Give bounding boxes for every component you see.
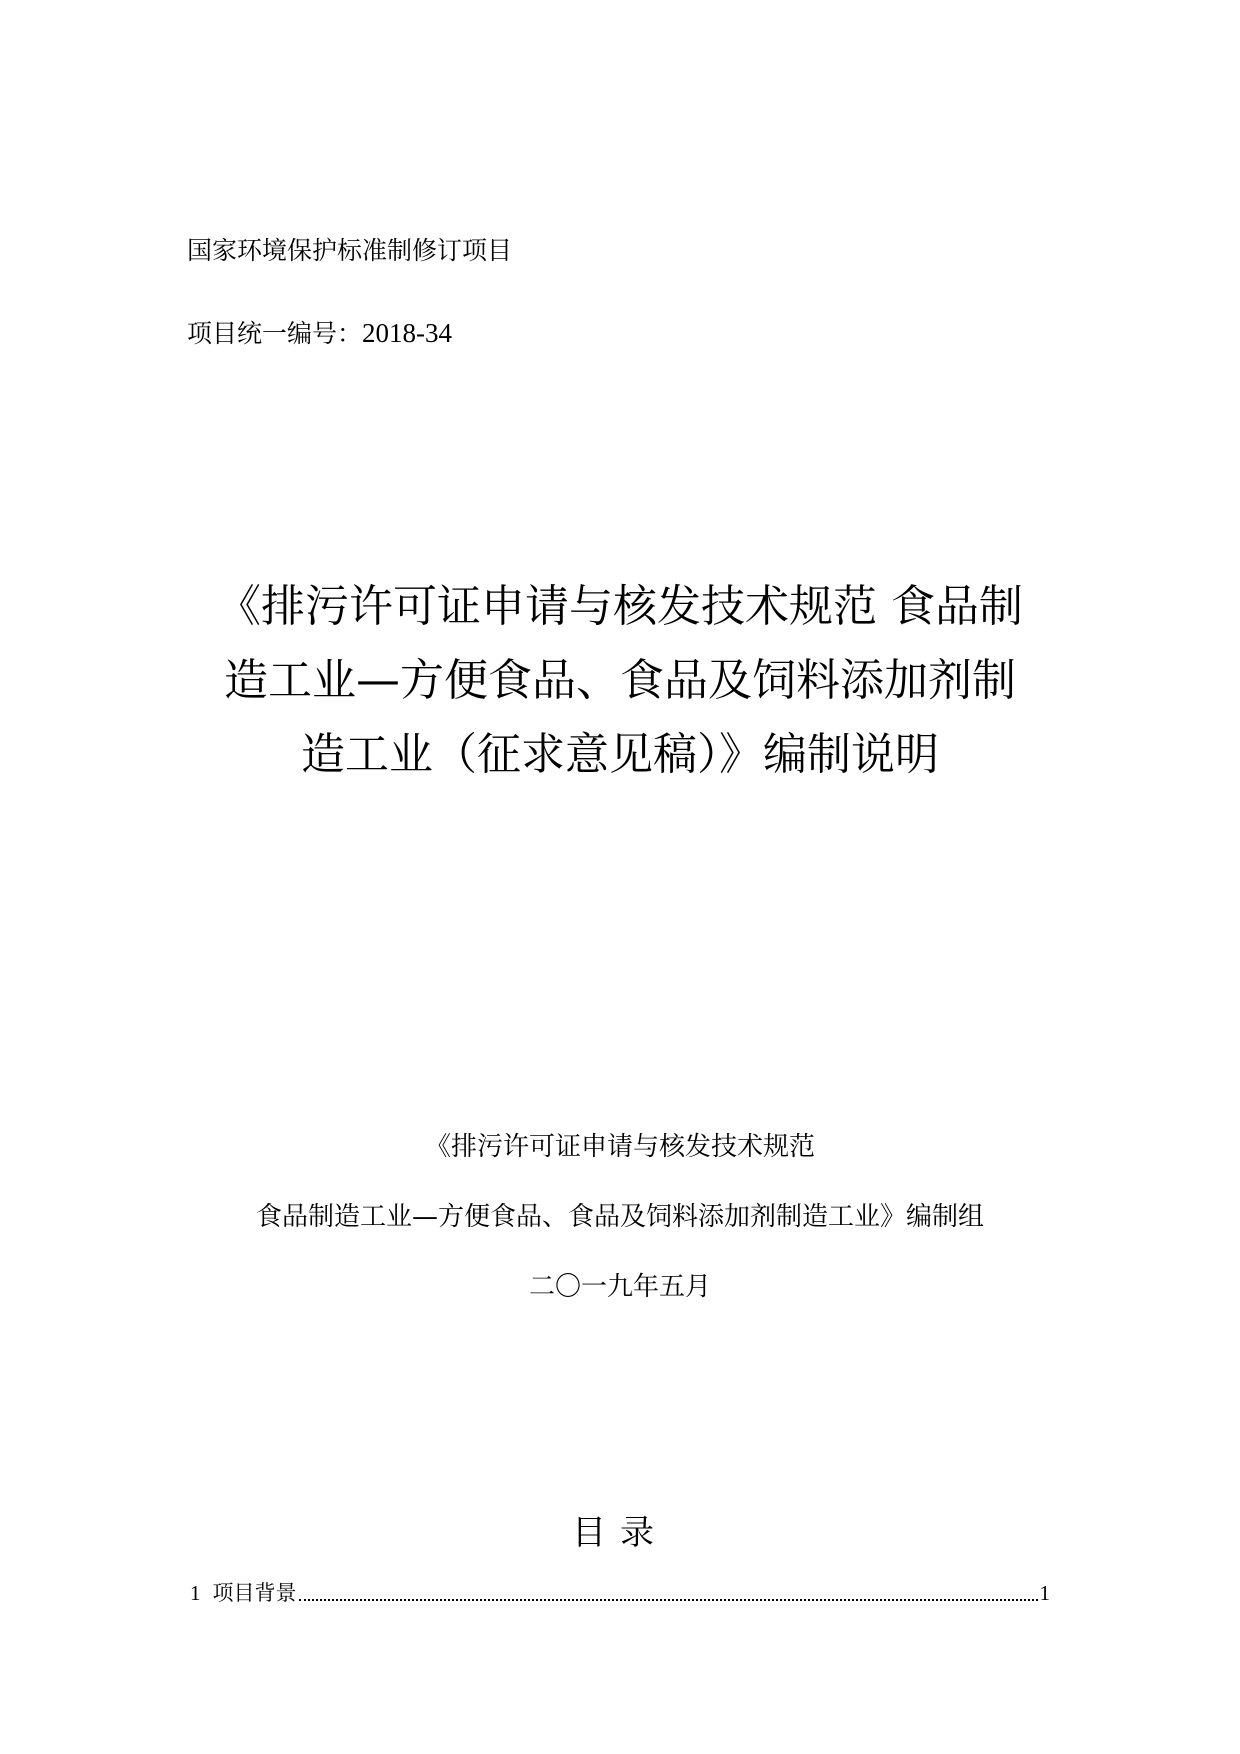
compiler-line-2: 食品制造工业—方便食品、食品及饲料添加剂制造工业》编制组	[255, 1202, 984, 1232]
document-title	[170, 570, 1070, 792]
compiler-line-1: 《排污许可证申请与核发技术规范	[424, 1132, 815, 1162]
toc-title: 目录	[572, 1513, 668, 1553]
project-id-line	[187, 316, 452, 351]
toc-entry[interactable]	[190, 1577, 1050, 1607]
project-id-value: 2018-34	[362, 318, 453, 348]
project-category-text: 国家环境保护标准制修订项目	[187, 236, 513, 265]
document-date: 二〇一九年五月	[528, 1272, 711, 1302]
document-title-line-2: 造工业—方便食品、食品及饲料添加剂制	[224, 655, 1016, 706]
toc-entry-number: 1	[190, 1581, 201, 1605]
toc-entry-label: 项目背景	[212, 1581, 297, 1605]
toc-entry-page: 1	[1039, 1581, 1050, 1605]
project-category	[187, 234, 512, 268]
document-title-line-3: 造工业（征求意见稿）》编制说明	[301, 729, 939, 780]
toc-leader-dots	[299, 1599, 1038, 1601]
document-title-line-1: 《排污许可证申请与核发技术规范 食品制	[217, 581, 1023, 632]
project-id-label: 项目统一编号：	[187, 319, 363, 348]
